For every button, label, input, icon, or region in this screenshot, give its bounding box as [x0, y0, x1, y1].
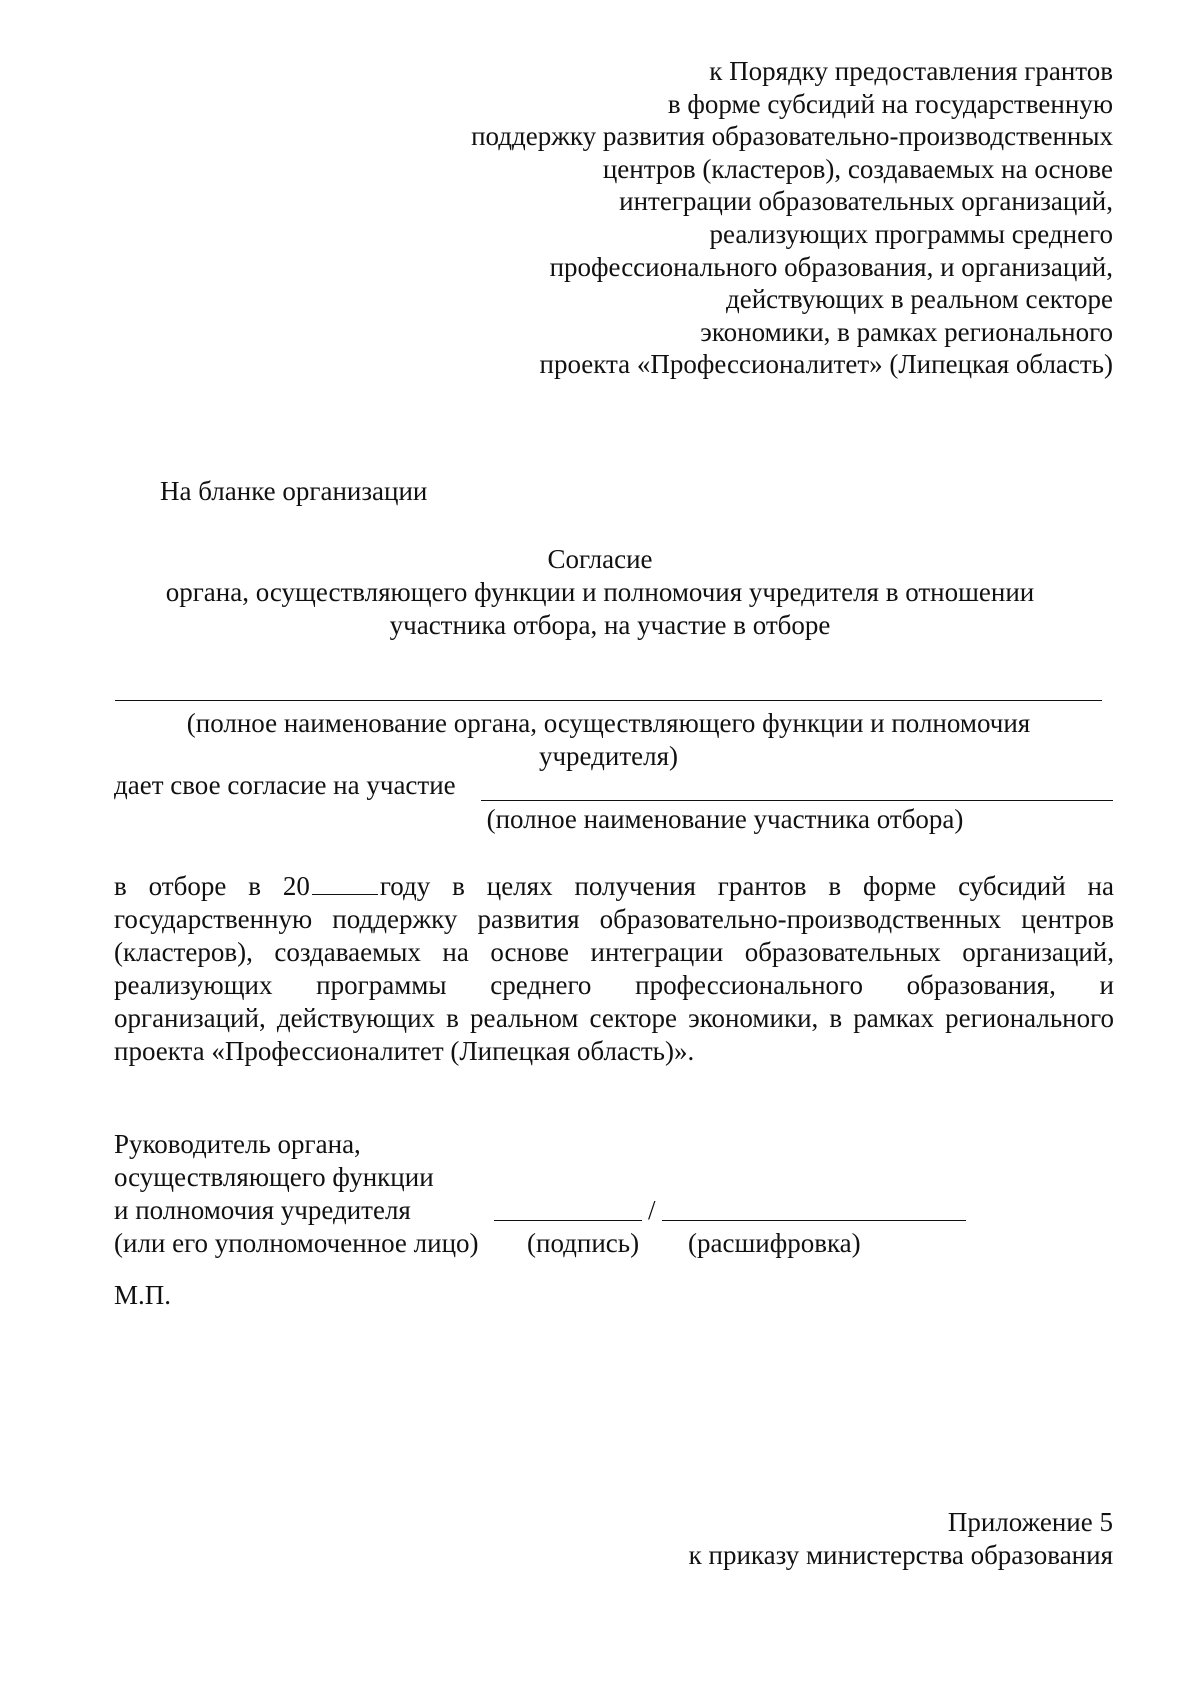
title-line-1: органа, осуществляющего функции и полномочия учредителя в отношении [165, 577, 1035, 607]
body-line-6: проекта «Профессионалитет (Липецкая область)». [114, 1036, 695, 1066]
header-line: реализующих программы среднего [709, 218, 1113, 249]
title-main: Согласие [547, 544, 653, 574]
header-line: профессионального образования, и организаций, [549, 251, 1113, 282]
body-line-1-start: в отборе в 20 [114, 871, 310, 901]
signature-captions [114, 1227, 1114, 1260]
footer-line-1: Приложение 5 [947, 1507, 1113, 1537]
body-line-1 [114, 870, 1114, 903]
body-line-1-end: году в целях получения грантов в форме субсидий на [379, 871, 1114, 901]
header-line: поддержку развития образовательно-производственных [471, 121, 1113, 152]
signatory-line-2: осуществляющего функции [114, 1162, 434, 1192]
signatory-line-3: и полномочия учредителя [114, 1195, 411, 1225]
body-paragraph [114, 870, 1114, 1068]
org-name-hint-line-1: (полное наименование органа, осуществляющего функции и полномочия [186, 708, 1031, 738]
header-line: экономики, в рамках регионального [700, 316, 1113, 347]
caption-position: (или его уполномоченное лицо) [114, 1228, 479, 1258]
consent-prefix: дает свое согласие на участие [114, 770, 456, 800]
footer-line-2: к приказу министерства образования [688, 1540, 1113, 1570]
org-name-hint [115, 707, 1102, 773]
body-line-4: реализующих программы среднего профессионального образования, и [114, 970, 1114, 1000]
header-line: интеграции образовательных организаций, [619, 186, 1113, 217]
body-line-3: (кластеров), создаваемых на основе интеграции образовательных организаций, [114, 937, 1114, 967]
body-line-2: государственную поддержку развития образовательно-производственных центров [114, 904, 1114, 934]
decoding-blank-line[interactable] [662, 1220, 966, 1221]
signature-block [114, 1128, 1114, 1260]
org-name-hint-line-2: учредителя) [538, 741, 679, 771]
header-line: в форме субсидий на государственную [667, 88, 1113, 119]
stamp-placeholder: М.П. [114, 1280, 172, 1310]
header-reference [353, 55, 1113, 381]
signature-slash: / [648, 1195, 656, 1225]
year-blank-line[interactable] [312, 893, 378, 895]
footer-appendix [513, 1506, 1113, 1572]
body-line-5: организаций, действующих в реальном секторе экономики, в рамках регионального [114, 1003, 1114, 1033]
header-line: действующих в реальном секторе [725, 284, 1113, 315]
signature-blank-line[interactable] [494, 1220, 642, 1221]
signature-row [114, 1194, 1114, 1227]
document-title [100, 543, 1100, 642]
header-line: к Порядку предоставления грантов [709, 56, 1113, 86]
letterhead-note: На бланке организации [160, 476, 428, 506]
header-line: центров (кластеров), создаваемых на основе [602, 153, 1113, 184]
participant-name-hint: (полное наименование участника отбора) [486, 804, 964, 834]
participant-name-blank-line[interactable] [481, 800, 1113, 801]
signatory-line-1: Руководитель органа, [114, 1129, 361, 1159]
header-line: проекта «Профессионалитет» (Липецкая область) [539, 349, 1113, 380]
caption-signature: (подпись) [527, 1228, 640, 1258]
title-line-2: участника отбора, на участие в отборе [389, 610, 831, 640]
org-name-blank-line[interactable] [115, 700, 1102, 701]
caption-decoding: (расшифровка) [688, 1228, 861, 1258]
